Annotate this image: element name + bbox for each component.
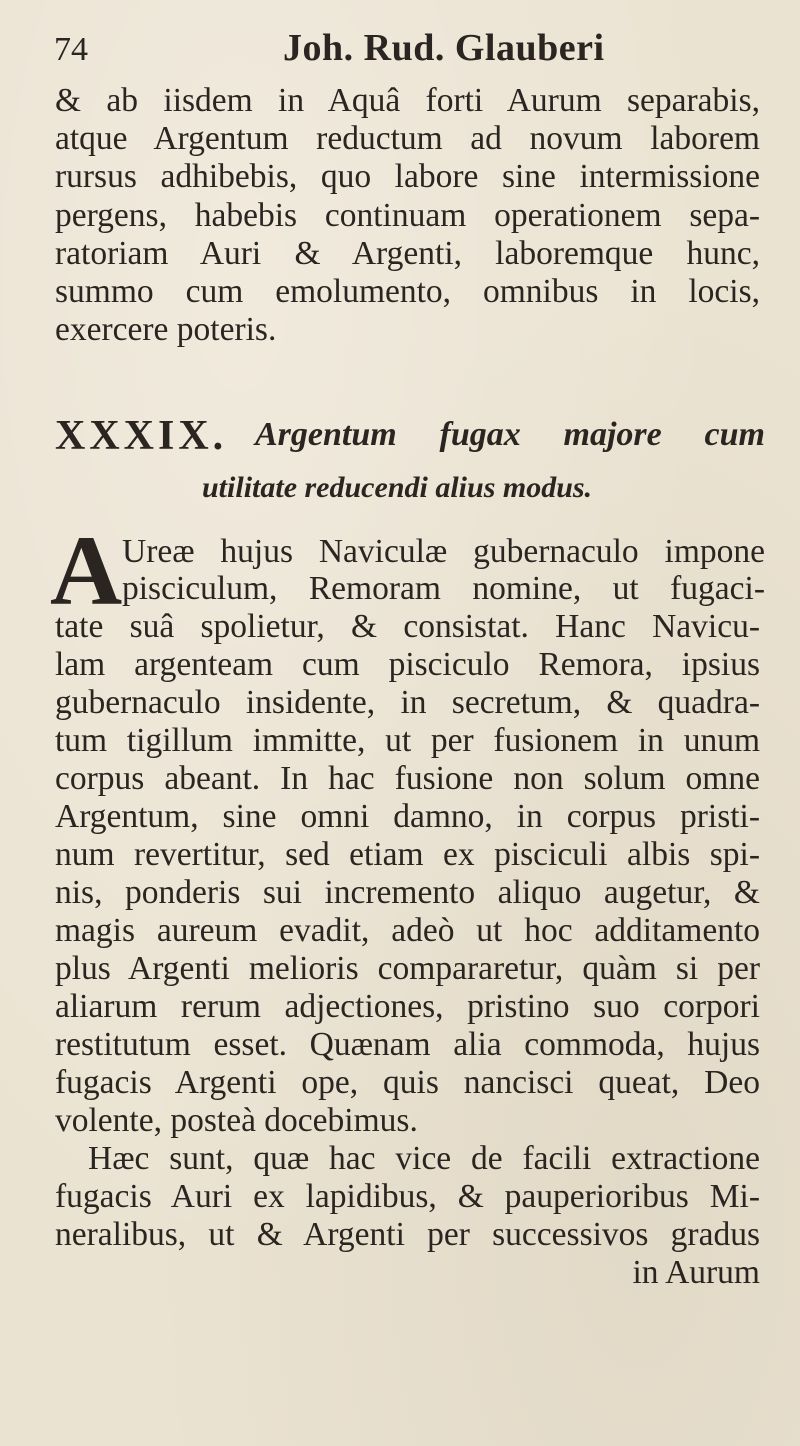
text-line: Hæc sunt, quæ hac vice de facili extractione bbox=[88, 1140, 760, 1177]
text-line: num revertitur, sed etiam ex pisciculi albis spi- bbox=[55, 836, 760, 873]
text-line: summo cum emolumento, omnibus in locis, bbox=[55, 273, 760, 310]
text-line: pisciculum, Remoram nomine, ut fugaci- bbox=[122, 570, 765, 607]
drop-cap: A bbox=[50, 515, 123, 626]
text-line: Ureæ hujus Naviculæ gubernaculo impone bbox=[122, 533, 765, 570]
text-line: fugacis Auri ex lapidibus, & pauperioribus Mi- bbox=[55, 1178, 760, 1215]
text-line: tum tigillum immitte, ut per fusionem in unum bbox=[55, 722, 760, 759]
text-line: pergens, habebis continuam operationem sepa- bbox=[55, 197, 760, 234]
text-line: restitutum esset. Quænam alia commoda, hujus bbox=[55, 1026, 760, 1063]
text-line: ratoriam Auri & Argenti, laboremque hunc, bbox=[55, 235, 760, 272]
chapter-number: XXXIX. bbox=[55, 413, 228, 459]
text-line: magis aureum evadit, adeò ut hoc additamento bbox=[55, 912, 760, 949]
page-number: 74 bbox=[54, 31, 88, 68]
text-line: aliarum rerum adjectiones, pristino suo corpori bbox=[55, 988, 760, 1025]
text-line: nis, ponderis sui incremento aliquo augetur, & bbox=[55, 874, 760, 911]
text-line: plus Argenti melioris compararetur, quàm si per bbox=[55, 950, 760, 987]
text-line: lam argenteam cum pisciculo Remora, ipsius bbox=[55, 646, 760, 683]
text-line: gubernaculo insidente, in secretum, & quadra- bbox=[55, 684, 760, 721]
text-line: Argentum, sine omni damno, in corpus pristi- bbox=[55, 798, 760, 835]
text-line: neralibus, ut & Argenti per successivos gradus bbox=[55, 1216, 760, 1253]
text-line: corpus abeant. In hac fusione non solum omne bbox=[55, 760, 760, 797]
text-line: rursus adhibebis, quo labore sine intermissione bbox=[55, 158, 760, 195]
text-line: volente, posteà docebimus. bbox=[55, 1102, 418, 1139]
chapter-title: Argentum fugax majore cum bbox=[255, 416, 765, 453]
text-line: fugacis Argenti ope, quis nancisci queat, Deo bbox=[55, 1064, 760, 1101]
catchword: in Aurum bbox=[632, 1254, 760, 1291]
text-line: exercere poteris. bbox=[55, 311, 277, 348]
text-line: tate suâ spolietur, & consistat. Hanc Navicu- bbox=[55, 608, 760, 645]
text-line: & ab iisdem in Aquâ forti Aurum separabis, bbox=[55, 82, 760, 119]
text-line: atque Argentum reductum ad novum laborem bbox=[55, 120, 760, 157]
running-title: Joh. Rud. Glauberi bbox=[283, 27, 605, 69]
chapter-subtitle: utilitate reducendi alius modus. bbox=[202, 471, 593, 504]
